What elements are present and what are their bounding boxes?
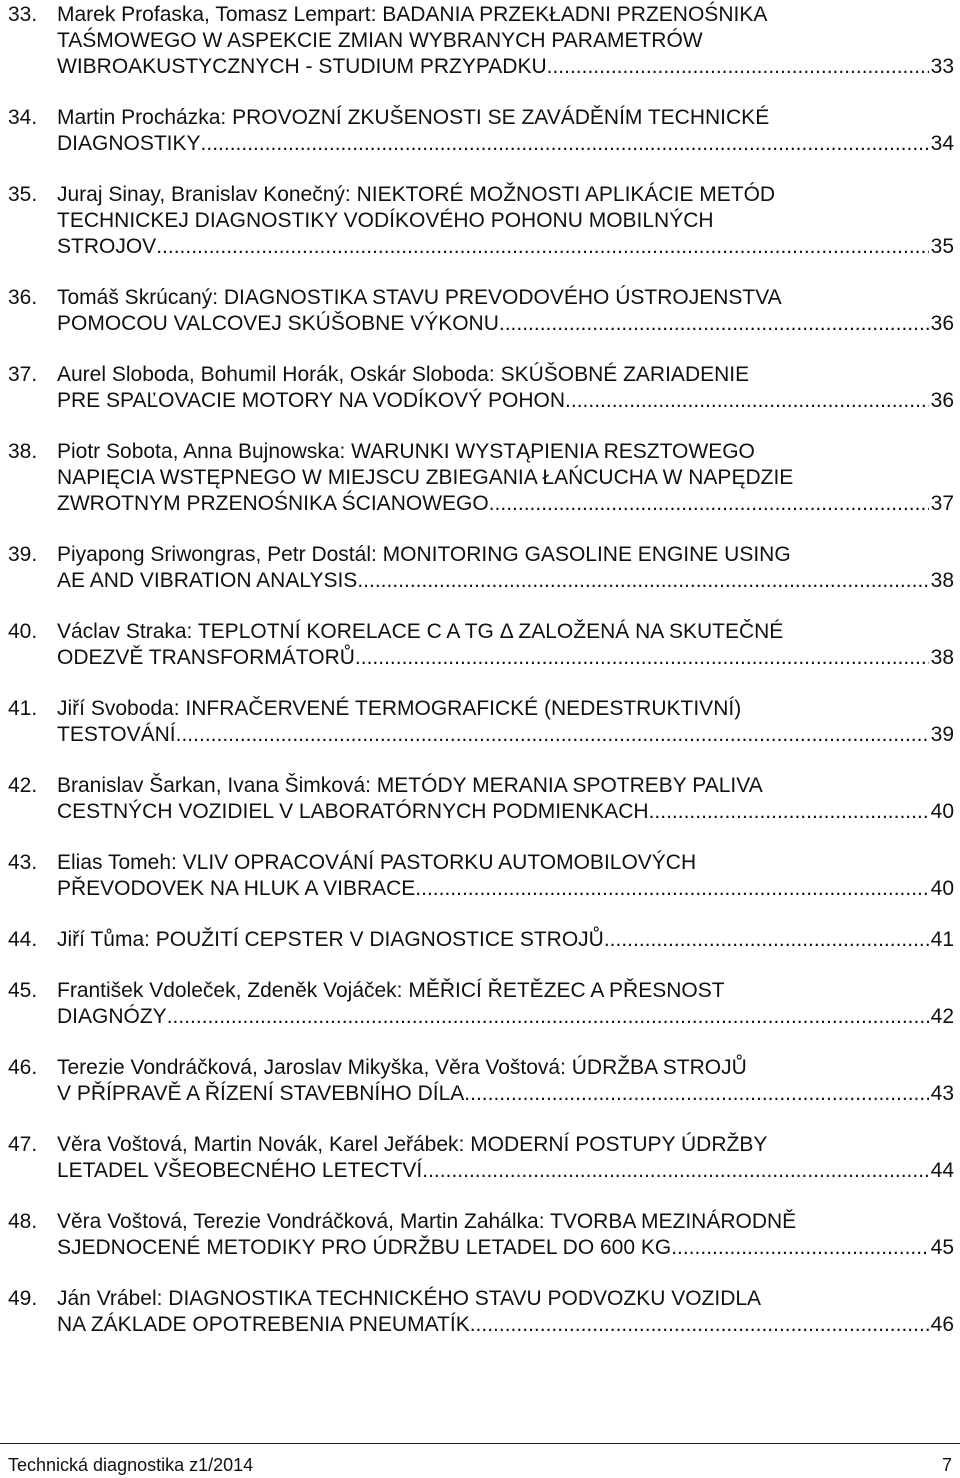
toc-entry-body xyxy=(57,1132,954,1184)
toc-entry-title-line: SJEDNOCENÉ METODIKY PRO ÚDRŽBU LETADEL DO 600 KG xyxy=(57,1236,672,1259)
toc-entry-page-number: 38 xyxy=(930,646,954,669)
toc-entry-body xyxy=(57,978,954,1030)
toc-entry-title-line: Branislav Šarkan, Ivana Šimková: METÓDY MERANIA SPOTREBY PALIVA xyxy=(57,774,763,797)
toc-entry-final-line xyxy=(57,645,954,671)
dot-leader xyxy=(552,54,928,80)
toc-entry[interactable] xyxy=(8,362,954,414)
dot-leader xyxy=(649,799,929,825)
toc-entry-title-line: Martin Procházka: PROVOZNÍ ZKUŠENOSTI SE ZAVÁDĚNÍM TECHNICKÉ xyxy=(57,106,770,129)
toc-entry-number: 33. xyxy=(8,3,38,26)
footer-page-number: 7 xyxy=(941,1455,952,1475)
toc-entry-title-line: V PŘÍPRAVĚ A ŘÍZENÍ STAVEBNÍHO DÍLA xyxy=(57,1082,465,1105)
toc-entry-body xyxy=(57,362,954,414)
toc-entry-body xyxy=(57,850,954,902)
toc-entry-body xyxy=(57,2,954,80)
toc-entry-number: 45. xyxy=(8,979,38,1002)
toc-entry-page-number: 36 xyxy=(930,389,954,412)
toc-entry-title-line: Tomáš Skrúcaný: DIAGNOSTIKA STAVU PREVODOVÉHO ÚSTROJENSTVA xyxy=(57,286,782,309)
toc-entry-body xyxy=(57,542,954,594)
toc-entry[interactable] xyxy=(8,1286,954,1338)
toc-entry-number: 47. xyxy=(8,1133,38,1156)
toc-entry-body xyxy=(57,182,954,260)
toc-entry-final-line xyxy=(57,1312,954,1338)
toc-entry[interactable] xyxy=(8,1055,954,1107)
toc-entry-number: 37. xyxy=(8,363,38,386)
toc-entry-number: 34. xyxy=(8,106,38,129)
toc-entry-title-line: CESTNÝCH VOZIDIEL V LABORATÓRNYCH PODMIENKACH xyxy=(57,800,649,823)
toc-entry-title-line: Jiří Svoboda: INFRAČERVENÉ TERMOGRAFICKÉ (NEDESTRUKTIVNÍ) xyxy=(57,697,742,720)
toc-entry-title-line: Marek Profaska, Tomasz Lempart: BADANIA PRZEKŁADNI PRZENOŚNIKA xyxy=(57,3,768,26)
toc-entry-page-number: 34 xyxy=(930,132,954,155)
toc-entry[interactable] xyxy=(8,927,954,953)
toc-entry-title-line: Aurel Sloboda, Bohumil Horák, Oskár Sloboda: SKÚŠOBNÉ ZARIADENIE xyxy=(57,363,750,386)
toc-entry-title-line: Terezie Vondráčková, Jaroslav Mikyška, Věra Voštová: ÚDRŽBA STROJŮ xyxy=(57,1056,747,1079)
toc-entry-page-number: 44 xyxy=(930,1159,954,1182)
toc-entry-body xyxy=(57,696,954,748)
toc-entry-final-line xyxy=(57,1235,954,1261)
toc-entry[interactable] xyxy=(8,105,954,157)
toc-entry-body xyxy=(57,773,954,825)
toc-entry-title-line: Václav Straka: TEPLOTNÍ KORELACE C A TG Δ ZALOŽENÁ NA SKUTEČNÉ xyxy=(57,620,784,643)
toc-entry-title-line: AE AND VIBRATION ANALYSIS xyxy=(57,569,358,592)
toc-entry-page-number: 46 xyxy=(930,1313,954,1336)
toc-entry-title-line: Piyapong Sriwongras, Petr Dostál: MONITORING GASOLINE ENGINE USING xyxy=(57,543,791,566)
dot-leader xyxy=(671,1235,928,1261)
toc-entry-number: 41. xyxy=(8,697,38,720)
toc-entry-final-line xyxy=(57,1081,954,1107)
toc-entry[interactable] xyxy=(8,1132,954,1184)
toc-entry-final-line xyxy=(57,54,954,80)
toc-entry-final-line xyxy=(57,1158,954,1184)
toc-entry-title-line: NAPIĘCIA WSTĘPNEGO W MIEJSCU ZBIEGANIA ŁAŃCUCHA W NAPĘDZIE xyxy=(57,466,794,489)
toc-entry-title-line: TAŚMOWEGO W ASPEKCIE ZMIAN WYBRANYCH PARAMETRÓW xyxy=(57,29,703,52)
toc-entry-title-line: Věra Voštová, Terezie Vondráčková, Martin Zahálka: TVORBA MEZINÁRODNĚ xyxy=(57,1210,797,1233)
toc-entry[interactable] xyxy=(8,2,954,80)
toc-entry-title-line: NA ZÁKLADE OPOTREBENIA PNEUMATÍK xyxy=(57,1313,470,1336)
toc-entry[interactable] xyxy=(8,285,954,337)
toc-entry-number: 38. xyxy=(8,440,38,463)
dot-leader xyxy=(355,645,929,671)
toc-entry-page-number: 36 xyxy=(930,312,954,335)
toc-entry-title-line: PRE SPAĽOVACIE MOTORY NA VODÍKOVÝ POHON xyxy=(57,389,566,412)
toc-entry-final-line xyxy=(57,491,954,517)
toc-entry-page-number: 38 xyxy=(930,569,954,592)
toc-entry-title-line: Jiří Tůma: POUŽITÍ CEPSTER V DIAGNOSTICE STROJŮ xyxy=(57,928,604,951)
toc-entry[interactable] xyxy=(8,978,954,1030)
toc-entry-title-line: Piotr Sobota, Anna Bujnowska: WARUNKI WYSTĄPIENIA RESZTOWEGO xyxy=(57,440,755,463)
toc-entry-title-line: TECHNICKEJ DIAGNOSTIKY VODÍKOVÉHO POHONU MOBILNÝCH xyxy=(57,209,714,232)
toc-entry-final-line xyxy=(57,311,954,337)
toc-entry[interactable] xyxy=(8,439,954,517)
toc-entry-title-line: LETADEL VŠEOBECNÉHO LETECTVÍ xyxy=(57,1159,423,1182)
dot-leader xyxy=(357,568,928,594)
toc-entry-final-line xyxy=(57,388,954,414)
toc-entry-title-line: DIAGNÓZY xyxy=(57,1005,167,1028)
toc-entry-title-line: TESTOVÁNÍ xyxy=(57,723,176,746)
toc-entry-title-line: Juraj Sinay, Branislav Konečný: NIEKTORÉ MOŽNOSTI APLIKÁCIE METÓD xyxy=(57,183,776,206)
toc-entry[interactable] xyxy=(8,1209,954,1261)
toc-entry-body xyxy=(57,1286,954,1338)
toc-entry-title-line: ODEZVĚ TRANSFORMÁTORŮ xyxy=(57,646,355,669)
toc-entry-body xyxy=(57,927,954,953)
toc-entry-number: 48. xyxy=(8,1210,38,1233)
toc-entry-title-line: ZWROTNYM PRZENOŚNIKA ŚCIANOWEGO xyxy=(57,492,489,515)
footer-divider xyxy=(0,1443,960,1444)
toc-entry-final-line xyxy=(57,1004,954,1030)
dot-leader xyxy=(415,876,928,902)
toc-entry-title-line: Elias Tomeh: VLIV OPRACOVÁNÍ PASTORKU AUTOMOBILOVÝCH xyxy=(57,851,697,874)
dot-leader xyxy=(565,388,929,414)
toc-entry-page-number: 40 xyxy=(930,877,954,900)
toc-entry-page-number: 41 xyxy=(930,928,954,951)
toc-entry-page-number: 37 xyxy=(930,492,954,515)
dot-leader xyxy=(201,131,929,157)
dot-leader xyxy=(176,722,929,748)
toc-entry[interactable] xyxy=(8,182,954,260)
toc-entry-title-line: František Vdoleček, Zdeněk Vojáček: MĚŘICÍ ŘETĚZEC A PŘESNOST xyxy=(57,979,725,1002)
toc-entry-number: 46. xyxy=(8,1056,38,1079)
dot-leader xyxy=(604,927,929,953)
dot-leader xyxy=(422,1158,928,1184)
toc-entry-body xyxy=(57,105,954,157)
toc-entry-number: 36. xyxy=(8,286,38,309)
toc-entry-title-line: Ján Vrábel: DIAGNOSTIKA TECHNICKÉHO STAVU PODVOZKU VOZIDLA xyxy=(57,1287,762,1310)
toc-entry-final-line xyxy=(57,568,954,594)
dot-leader xyxy=(489,491,929,517)
toc-entry-number: 49. xyxy=(8,1287,38,1310)
toc-entry-number: 43. xyxy=(8,851,38,874)
toc-entry-number: 40. xyxy=(8,620,38,643)
dot-leader xyxy=(464,1081,928,1107)
toc-entry-title-line: DIAGNOSTIKY xyxy=(57,132,201,155)
toc-entry-body xyxy=(57,439,954,517)
toc-entry-page-number: 39 xyxy=(930,723,954,746)
toc-entry-page-number: 33 xyxy=(930,55,954,78)
toc-entry[interactable] xyxy=(8,542,954,594)
dot-leader xyxy=(470,1312,929,1338)
toc-entry[interactable] xyxy=(8,773,954,825)
toc-entry-number: 35. xyxy=(8,183,38,206)
toc-entry-page-number: 43 xyxy=(930,1082,954,1105)
toc-entry-number: 44. xyxy=(8,928,38,951)
toc-entry[interactable] xyxy=(8,850,954,902)
toc-entry-title-line: WIBROAKUSTYCZNYCH - STUDIUM PRZYPADKU. xyxy=(57,55,553,78)
toc-entry-number: 39. xyxy=(8,543,38,566)
toc-entry-final-line xyxy=(57,799,954,825)
page-footer xyxy=(8,1454,952,1476)
toc-entry[interactable] xyxy=(8,696,954,748)
toc-entry-title-line: POMOCOU VALCOVEJ SKÚŠOBNE VÝKONU xyxy=(57,312,499,335)
toc-entry-body xyxy=(57,1209,954,1261)
footer-journal-title: Technická diagnostika z1/2014 xyxy=(8,1455,254,1475)
toc-entry-title-line: Věra Voštová, Martin Novák, Karel Jeřábek: MODERNÍ POSTUPY ÚDRŽBY xyxy=(57,1133,768,1156)
dot-leader xyxy=(156,234,928,260)
toc-entry-title-line: PŘEVODOVEK NA HLUK A VIBRACE xyxy=(57,877,416,900)
table-of-contents xyxy=(8,2,954,1363)
toc-entry-final-line xyxy=(57,234,954,260)
dot-leader xyxy=(167,1004,929,1030)
toc-entry-title-line: STROJOV xyxy=(57,235,157,258)
toc-entry-page-number: 42 xyxy=(930,1005,954,1028)
toc-entry-page-number: 35 xyxy=(930,235,954,258)
toc-entry-final-line xyxy=(57,722,954,748)
toc-entry-number: 42. xyxy=(8,774,38,797)
toc-entry-final-line xyxy=(57,927,954,953)
dot-leader xyxy=(499,311,929,337)
toc-entry-final-line xyxy=(57,876,954,902)
toc-entry-page-number: 40 xyxy=(930,800,954,823)
toc-entry-body xyxy=(57,1055,954,1107)
toc-entry[interactable] xyxy=(8,619,954,671)
toc-entry-page-number: 45 xyxy=(930,1236,954,1259)
toc-entry-body xyxy=(57,619,954,671)
toc-entry-body xyxy=(57,285,954,337)
toc-entry-final-line xyxy=(57,131,954,157)
